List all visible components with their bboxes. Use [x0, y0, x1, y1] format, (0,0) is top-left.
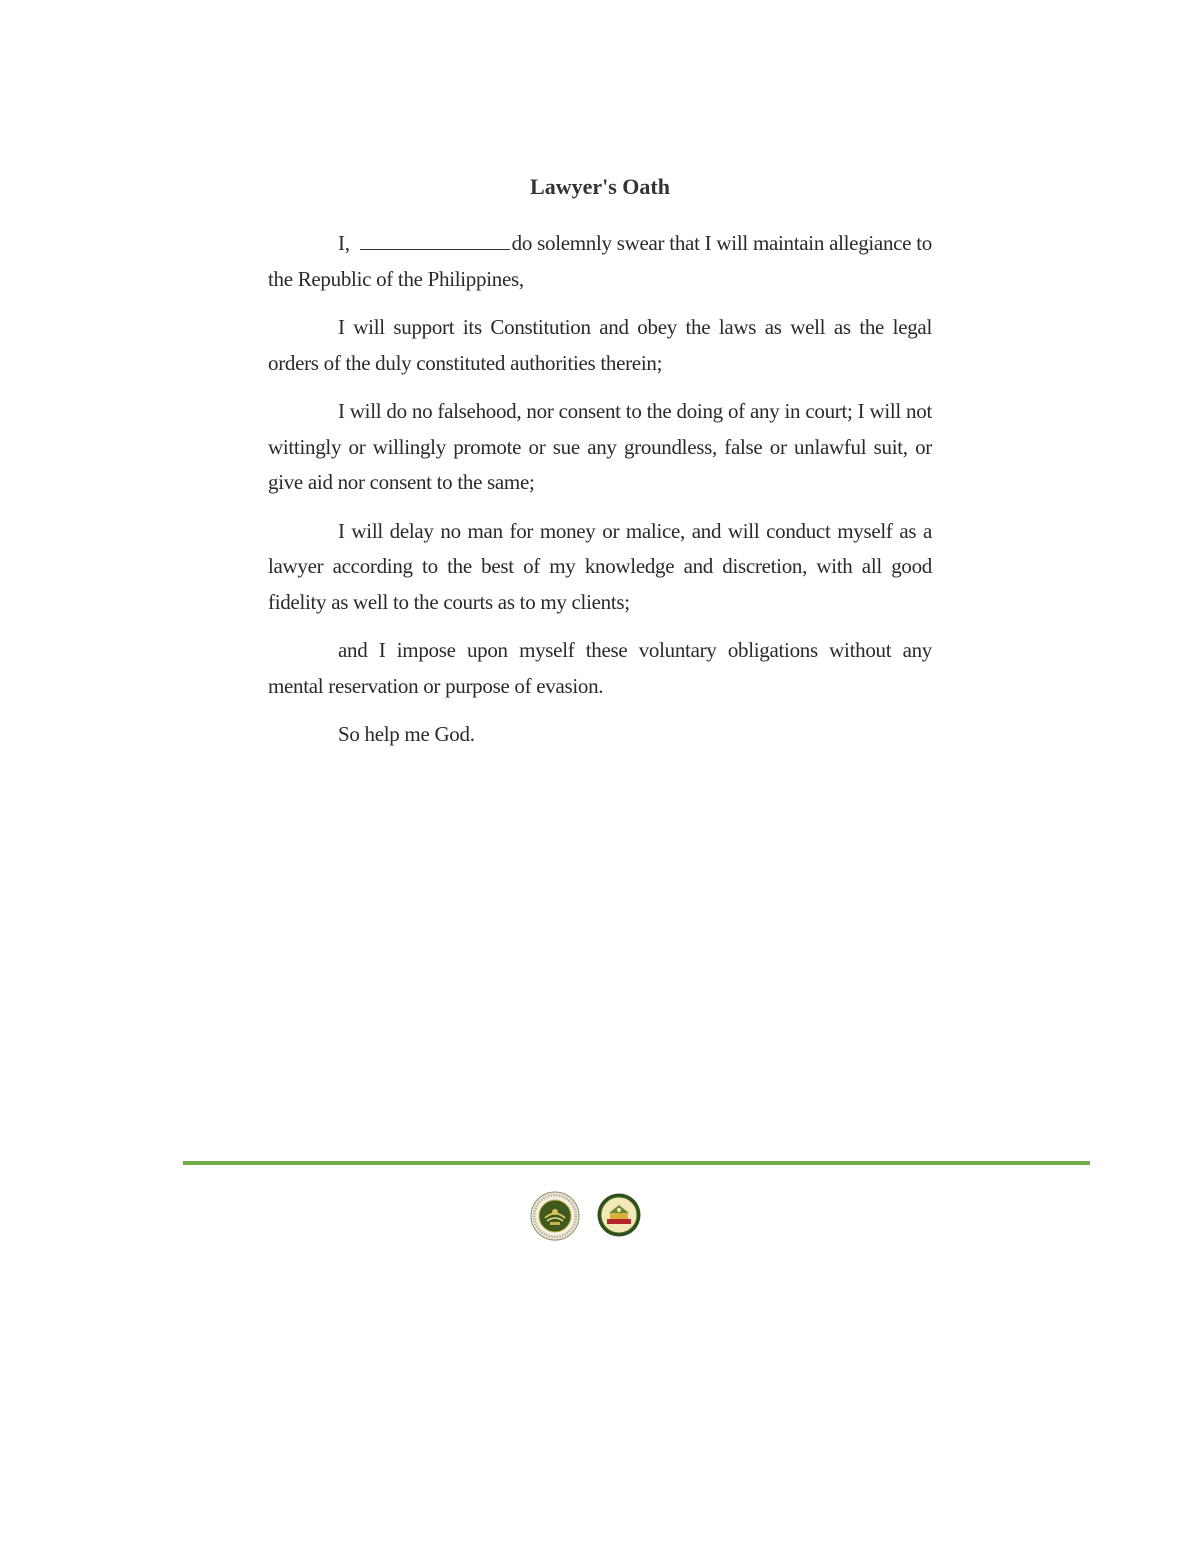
oath-paragraph-5: and I impose upon myself these voluntary obligations without any mental reservation or purpose of evasion.: [268, 638, 932, 698]
oath-body: [268, 226, 932, 766]
oath-paragraph-4: I will delay no man for money or malice, and will conduct myself as a lawyer according to the best of my knowledge and discretion, with all good fidelity as well to the courts as to my clients;: [268, 518, 932, 614]
oath-paragraph-1-prefix: I,: [338, 231, 350, 255]
college-seal-icon: [597, 1193, 641, 1237]
university-seal-icon: [530, 1191, 580, 1241]
document-title: Lawyer's Oath: [530, 174, 670, 199]
footer-divider: [183, 1161, 1090, 1165]
oath-paragraph-3: I will do no falsehood, nor consent to the doing of any in court; I will not wittingly or willingly promote or sue any groundless, false or unlawful suit, or give aid nor consent to the same;: [268, 399, 932, 494]
oath-paragraph-1-text: do solemnly swear that I will maintain allegiance to the Republic of the Philippines,: [268, 231, 932, 291]
name-blank-line: [360, 227, 510, 250]
oath-paragraph-6: So help me God.: [338, 722, 475, 746]
oath-paragraph-2: I will support its Constitution and obey the laws as well as the legal orders of the duly constituted authorities therein;: [268, 315, 932, 375]
oath-paragraph-1: [268, 226, 932, 297]
